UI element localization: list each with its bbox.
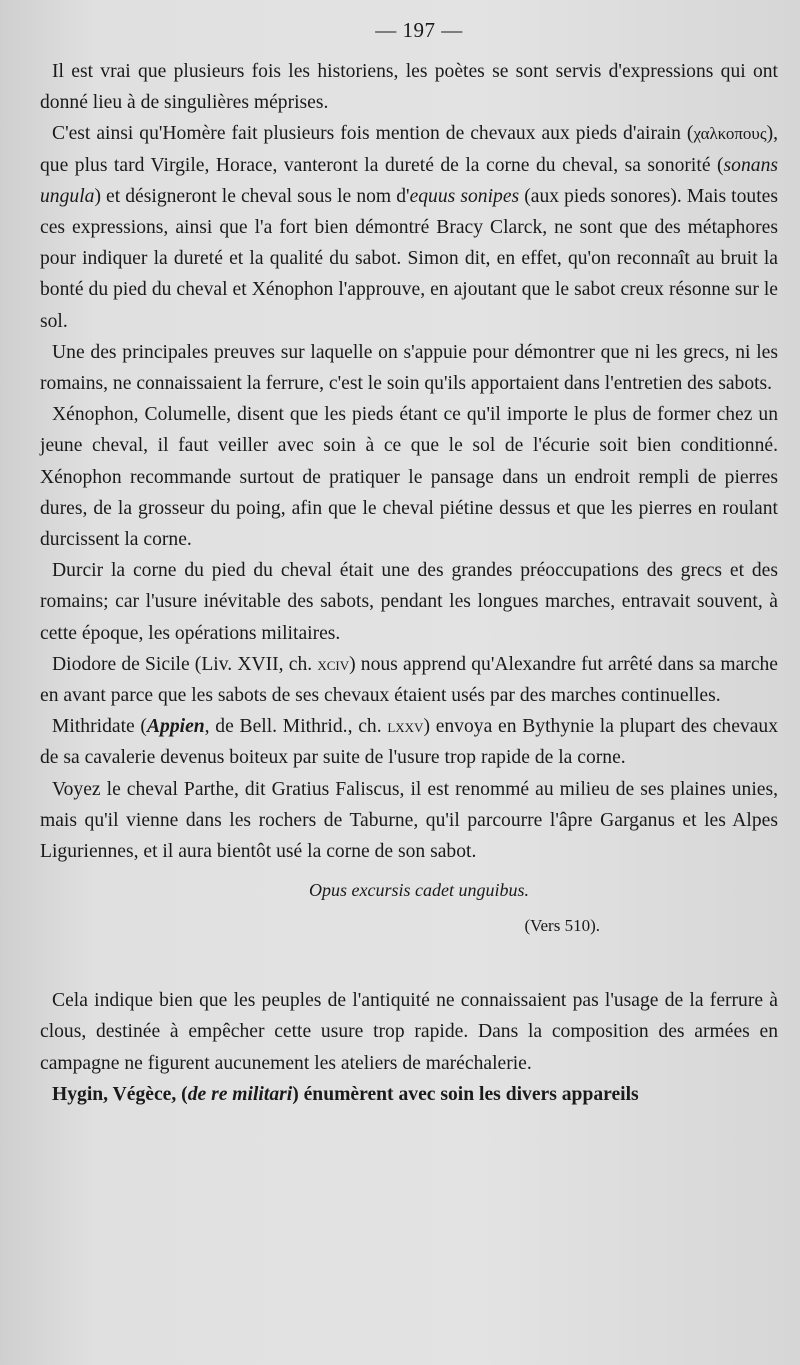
paragraph-7-text-a: Mithridate (: [52, 716, 147, 738]
paragraph-2-text-b: ), que plus tard Virgile, Horace, vanteront la dureté de la corne du cheval, sa sonorité (: [40, 123, 778, 176]
latin-quote: Opus excursis cadet unguibus.: [309, 880, 529, 901]
paragraph-3: Une des principales preuves sur laquelle on s'appuie pour démontrer que ni les grecs, ni les romains, ne connaissaient la ferrure, c'est le soin qu'ils apportaient dans l'entretien des sabots.: [40, 341, 778, 395]
paragraph-1: Il est vrai que plusieurs fois les historiens, les poètes se sont servis d'expressions qui ont donné lieu à de singulières méprises.: [40, 61, 778, 114]
paragraph-6: [40, 649, 778, 711]
paragraph-5: Durcir la corne du pied du cheval était une des grandes préoccupations des grecs et des romains; car l'usure inévitable des sabots, pendant les longues marches, entravait souvent, à cette époque, les opérations militaires.: [40, 560, 778, 644]
paragraph-7-text-c: ) envoya en Bythynie la plupart des chevaux de sa cavalerie devenus boiteux par suite de l'usure trop rapide de la corne.: [40, 716, 779, 769]
small-caps-lxxv: lxxv: [387, 716, 424, 737]
paragraph-2: [40, 118, 778, 336]
paragraph-10: [40, 1079, 778, 1110]
paragraph-2-text-c: ) et désigneront le cheval sous le nom d': [94, 185, 410, 207]
page-number: — 197 —: [375, 18, 463, 42]
paragraph-10-text-b: ) énumèrent avec soin les divers appareils: [292, 1083, 639, 1105]
italic-sonans-ungula: sonans ungula: [40, 154, 778, 207]
paragraph-7: [40, 711, 778, 773]
italic-equus-sonipes: equus sonipes: [409, 185, 520, 207]
italic-de-re-militari: de re militari: [187, 1083, 293, 1105]
paragraph-6-text-a: Diodore de Sicile (Liv. XVII, ch.: [52, 653, 318, 675]
greek-word: χαλκοπους: [693, 124, 767, 144]
paragraph-2-text-a: C'est ainsi qu'Homère fait plusieurs fois mention de chevaux aux pieds d'airain (: [52, 123, 694, 145]
section-gap: [40, 941, 778, 985]
italic-appien: Appien: [146, 716, 205, 738]
small-caps-xciv: xciv: [317, 653, 350, 674]
paragraph-7-text-b: , de Bell. Mithrid., ch.: [204, 716, 388, 738]
paragraph-8: Voyez le cheval Parthe, dit Gratius Faliscus, il est renommé au milieu de ses plaines unies, mais qu'il vienne dans les rochers de Taburne, qu'il parcourre l'âpre Garganus et les Alpes Liguriennes, et il aura bientôt usé la corne de son sabot.: [40, 778, 778, 863]
paragraph-10-text-a: Hygin, Végèce, (: [52, 1083, 188, 1105]
paragraph-4: Xénophon, Columelle, disent que les pieds étant ce qu'il importe le plus de former chez un jeune cheval, il faut veiller avec soin à ce que le sol de l'écurie soit bien conditionné. Xénophon recommande surtout de pratiquer le pansage dans un endroit rempli de pierres dures, de la grosseur du poing, afin que le cheval piétine dessus et que les pierres en roulant durcissent la corne.: [40, 404, 778, 551]
paragraph-9: Cela indique bien que les peuples de l'antiquité ne connaissaient pas l'usage de la ferrure à clous, destinée à empêcher cette usure trop rapide. Dans la composition des armées en campagne ne figurent aucunement les ateliers de maréchalerie.: [40, 990, 778, 1074]
paragraph-6-text-b: ) nous apprend qu'Alexandre fut arrêté dans sa marche en avant parce que les sabots de ses chevaux étaient usés par des marches continuelles.: [40, 653, 779, 707]
paragraph-2-text-d: (aux pieds sonores). Mais toutes ces expressions, ainsi que l'a fort bien démontré Bracy Clarck, ne sont que des métaphores pour indiquer la dureté et la qualité du sabot. Simon dit, en effet, qu'on reconnaît au bruit la bonté du pied du cheval et Xénophon l'approuve, en ajoutant que le sabot creux résonne sur le sol.: [40, 185, 778, 332]
verse-reference: (Vers 510).: [524, 916, 600, 936]
